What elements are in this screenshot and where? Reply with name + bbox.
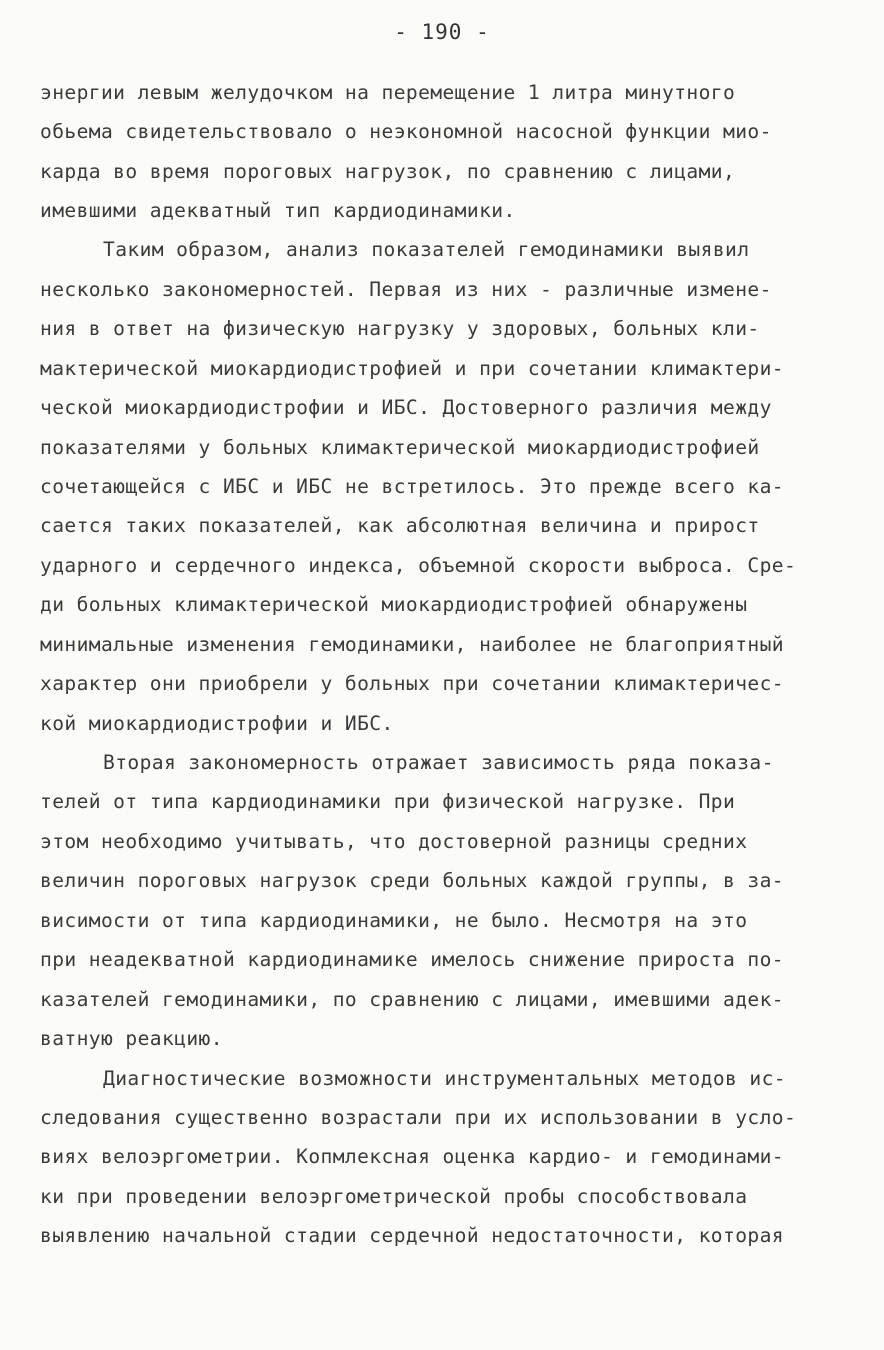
text-line: сочетающейся с ИБС и ИБС не встретилось. Это прежде всего ка- (40, 475, 784, 498)
text-line: обьема свидетельствовало о неэкономной насосной функции мио- (40, 120, 772, 143)
text-line: виях велоэргометрии. Копмлексная оценка кардио- и гемодинами- (40, 1145, 784, 1168)
text-line: Вторая закономерность отражает зависимость ряда показа- (103, 751, 774, 774)
text-line: ватную реакцию. (40, 1027, 223, 1050)
text-line: величин пороговых нагрузок среди больных каждой группы, в за- (40, 869, 784, 892)
text-line: следования существенно возрастали при их использовании в усло- (40, 1106, 797, 1129)
text-line: карда во время пороговых нагрузок, по сравнению с лицами, (40, 160, 736, 183)
text-line: при неадекватной кардиодинамике имелось снижение прироста по- (40, 948, 784, 971)
text-line: казателей гемодинамики, по сравнению с лицами, имевшими адек- (40, 988, 784, 1011)
text-line: ния в ответ на физическую нагрузку у здоровых, больных кли- (40, 317, 760, 340)
text-line: показателями у больных климактерической миокардиодистрофией (40, 436, 760, 459)
text-line: несколько закономерностей. Первая из них - различные измене- (40, 278, 772, 301)
text-line: этом необходимо учитывать, что достоверной разницы средних (40, 830, 748, 853)
text-line: энергии левым желудочком на перемещение 1 литра минутного (40, 81, 736, 104)
text-line: висимости от типа кардиодинамики, не было. Несмотря на это (40, 909, 748, 932)
text-line: ди больных климактерической миокардиодистрофией обнаружены (40, 593, 748, 616)
text-line: Диагностические возможности инструментальных методов ис- (103, 1067, 786, 1090)
page-number: - 190 - (394, 20, 490, 44)
text-line: кой миокардиодистрофии и ИБС. (40, 712, 394, 735)
text-line: минимальные изменения гемодинамики, наиболее не благоприятный (40, 633, 784, 656)
text-line: ударного и сердечного индекса, объемной скорости выброса. Сре- (40, 554, 797, 577)
text-line: характер они приобрели у больных при сочетании климактеричес- (40, 672, 784, 695)
text-line: имевшими адекватный тип кардиодинамики. (40, 199, 516, 222)
text-line: телей от типа кардиодинамики при физической нагрузке. При (40, 790, 736, 813)
text-line: сается таких показателей, как абсолютная величина и прирост (40, 514, 760, 537)
text-line: выявлению начальной стадии сердечной недостаточности, которая (40, 1224, 784, 1247)
text-line: мактерической миокардиодистрофией и при сочетании климактери- (40, 357, 784, 380)
text-line: ческой миокардиодистрофии и ИБС. Достоверного различия между (40, 396, 772, 419)
text-line: ки при проведении велоэргометрической пробы способствовала (40, 1185, 748, 1208)
text-line: Таким образом, анализ показателей гемодинамики выявил (103, 238, 750, 261)
